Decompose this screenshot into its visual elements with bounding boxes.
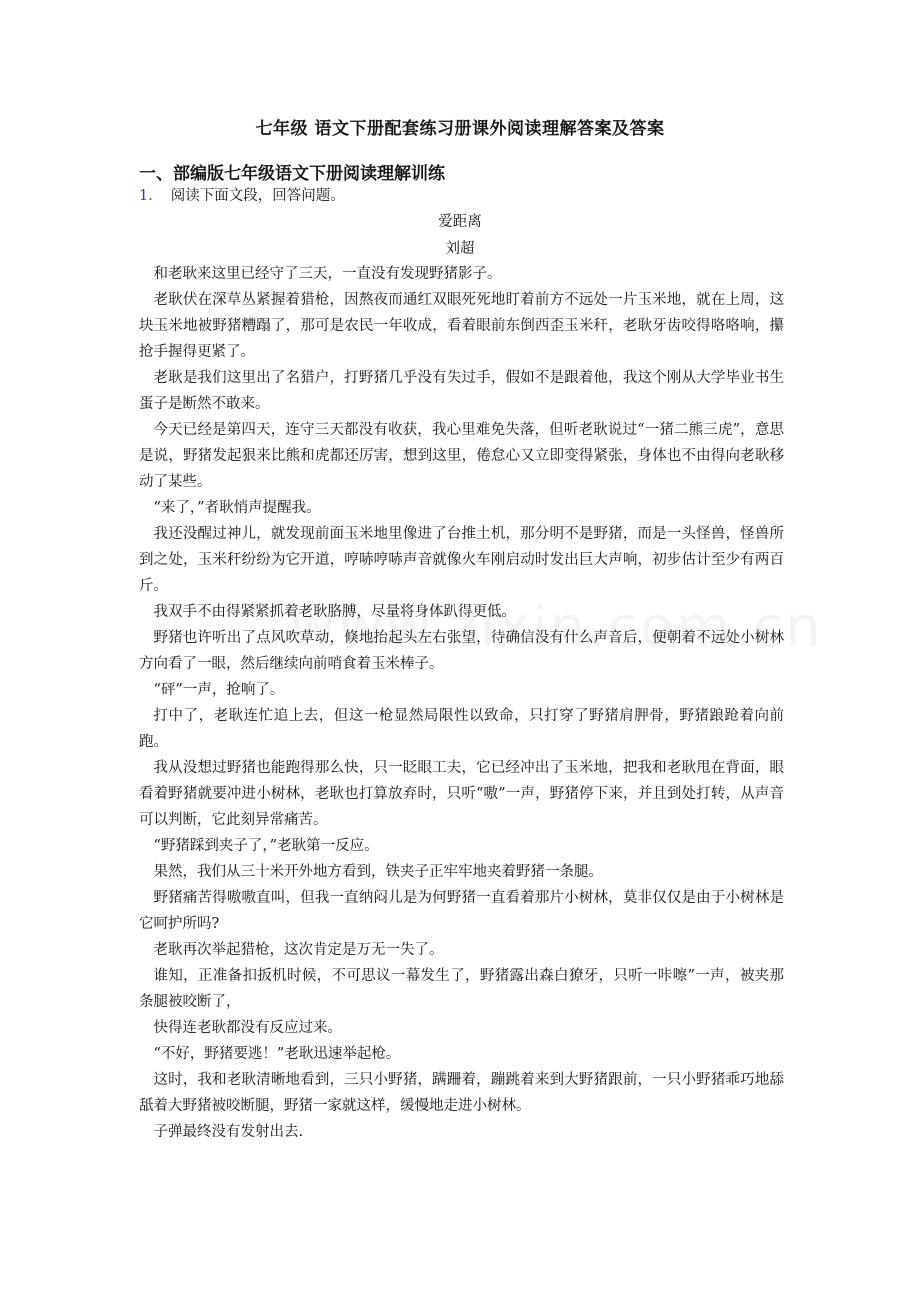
paragraph: 谁知，正准备扣扳机时候，不可思议一幕发生了，野猪露出森白獠牙，只听一咔嚓”一声，被夹那条腿被咬断了， [139,968,784,1010]
story-body [139,261,784,1145]
story-title: 爱距离 [438,214,482,230]
paragraph: “砰”一声，抢响了。 [153,682,285,698]
paragraph: 野猪也许听出了点风吹草动，倏地抬起头左右张望，待确信没有什么声音后，便朝着不远处小树林方向看了一眼，然后继续向前哨食着玉米棒子。 [139,630,784,672]
paragraph: 快得连老耿都没有反应过来。 [153,1020,342,1036]
paragraph: “野猪踩到夹子了，”老耿第一反应。 [153,838,379,854]
paragraph: 老耿是我们这里出了名猎户，打野猪几乎没有失过手，假如不是跟着他，我这个刚从大学毕业书生蛋子是断然不敢来。 [139,370,784,412]
document-title: 七年级 语文下册配套练习册课外阅读理解答案及答案 [255,119,665,139]
story-author: 刘超 [445,241,475,257]
paragraph: “不好，野猪要逃！”老耿迅速举起枪。 [153,1046,401,1062]
paragraph: 今天已经是第四天，连守三天都没有收获，我心里难免失落，但听老耿说过“一猪二熊三虎”，意思是说，野猪发起狠来比熊和虎都还厉害，想到这里，倦怠心又立即变得紧张，身体也不由得向老耿移动了某些。 [139,422,784,490]
question-prompt: 阅读下面文段，回答问题。 [170,188,345,204]
paragraph: 野猪痛苦得嗷嗷直叫，但我一直纳闷儿是为何野猪一直看着那片小树林，莫非仅仅是由于小树林是它呵护所吗? [139,890,784,932]
paragraph: 和老耿来这里已经守了三天，一直没有发现野猪影子。 [153,266,502,282]
paragraph: 这时，我和老耿清晰地看到，三只小野猪，蹒跚着，蹦跳着来到大野猪跟前，一只小野猪乖巧地舔舐着大野猪被咬断腿，野猪一家就这样，缓慢地走进小树林。 [139,1072,784,1114]
question-number: 1． [139,188,163,204]
paragraph: 我双手不由得紧紧抓着老耿胳膊，尽量将身体趴得更低。 [153,604,516,620]
question-prompt-line [139,184,345,205]
paragraph: 我从没想过野猪也能跑得那么快，只一眨眼工夫，它已经冲出了玉米地，把我和老耿甩在背面，眼看着野猪就要冲进小树林，老耿也打算放弃时，只听“嗷”一声，野猪停下来，并且到处打转，从声音可以判断，它此刻异常痛苦。 [139,760,784,828]
paragraph: 老耿伏在深草丛紧握着猎枪，因熬夜而通红双眼死死地盯着前方不远处一片玉米地，就在上周，这块玉米地被野猪糟蹋了，那可是农民一年收成，看着眼前东倒西歪玉米秆，老耿牙齿咬得咯咯响，攥抢手握得更紧了。 [139,292,784,360]
paragraph: 果然，我们从三十米开外地方看到，铁夹子正牢牢地夹着野猪一条腿。 [153,864,603,880]
paragraph: 老耿再次举起猎枪，这次肯定是万无一失了。 [153,942,444,958]
paragraph: 子弹最终没有发射出去. [153,1124,304,1140]
paragraph: 打中了，老耿连忙追上去，但这一枪显然局限性以致命，只打穿了野猪肩胛骨，野猪踉跄着向前跑。 [139,708,784,750]
paragraph: 我还没醒过神儿，就发现前面玉米地里像进了台推土机，那分明不是野猪，而是一头怪兽，怪兽所到之处，玉米秆纷纷为它开道，哼哧哼哧声音就像火车刚启动时发出巨大声响，初步估计至少有两百斤。 [139,526,784,594]
section-heading: 一、部编版七年级语文下册阅读理解训练 [139,164,445,184]
paragraph: “来了，”者耿悄声提醒我。 [153,500,321,516]
